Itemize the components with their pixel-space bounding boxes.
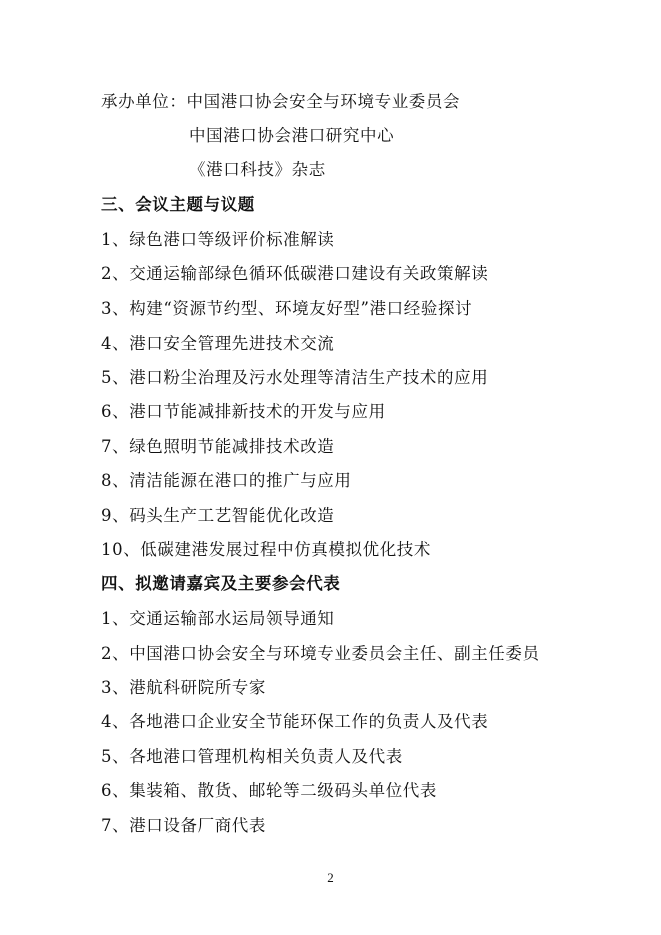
list-item: 7、绿色照明节能减排技术改造 (101, 437, 335, 456)
list-item: 6、港口节能减排新技术的开发与应用 (101, 402, 386, 421)
list-item: 7、港口设备厂商代表 (101, 816, 266, 835)
list-item: 10、低碳建港发展过程中仿真模拟优化技术 (101, 540, 431, 559)
list-item: 9、码头生产工艺智能优化改造 (101, 506, 335, 525)
list-item: 3、港航科研院所专家 (101, 678, 266, 697)
list-item: 4、各地港口企业安全节能环保工作的负责人及代表 (101, 712, 489, 731)
list-item: 1、绿色港口等级评价标准解读 (101, 230, 335, 249)
list-item: 6、集装箱、散货、邮轮等二级码头单位代表 (101, 781, 437, 800)
list-item: 1、交通运输部水运局领导通知 (101, 609, 335, 628)
list-item: 2、交通运输部绿色循环低碳港口建设有关政策解读 (101, 264, 489, 283)
list-item: 5、港口粉尘治理及污水处理等清洁生产技术的应用 (101, 368, 489, 387)
organizer-line-3: 《港口科技》杂志 (189, 160, 326, 179)
list-item: 8、清洁能源在港口的推广与应用 (101, 471, 352, 490)
list-item: 4、港口安全管理先进技术交流 (101, 334, 335, 353)
list-item: 5、各地港口管理机构相关负责人及代表 (101, 747, 403, 766)
organizer-line: 承办单位：中国港口协会安全与环境专业委员会 (101, 92, 461, 111)
section-4-heading: 四、拟邀请嘉宾及主要参会代表 (101, 574, 341, 593)
page-number: 2 (327, 870, 334, 885)
list-item: 3、构建“资源节约型、环境友好型”港口经验探讨 (101, 299, 473, 318)
section-3-heading: 三、会议主题与议题 (101, 195, 255, 214)
list-item: 2、中国港口协会安全与环境专业委员会主任、副主任委员 (101, 644, 540, 663)
organizer-line-2: 中国港口协会港口研究中心 (189, 126, 395, 145)
